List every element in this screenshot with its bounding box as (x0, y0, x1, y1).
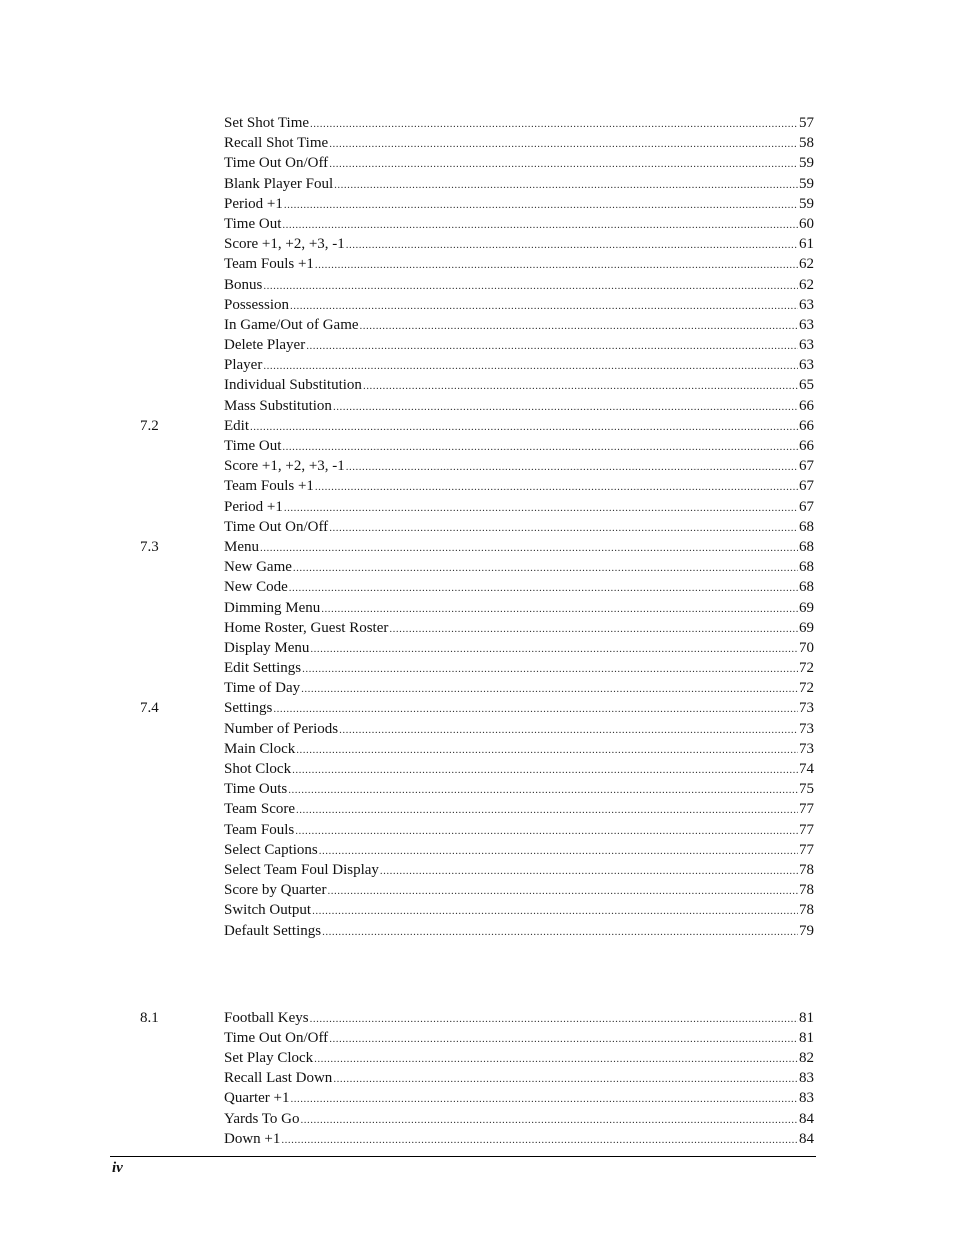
toc-page-number: 74 (799, 761, 814, 777)
toc-section-number: 7.3 (140, 538, 159, 555)
toc-entry-line (224, 779, 814, 800)
toc-entry-title: Menu (224, 538, 259, 555)
toc-page-number: 67 (799, 478, 814, 495)
dot-leader (329, 1028, 798, 1049)
toc-page-number: 83 (799, 1090, 814, 1107)
toc-entry-title: Team Fouls +1 (224, 256, 314, 273)
toc-entry[interactable] (0, 618, 954, 638)
dot-leader (333, 1068, 798, 1089)
toc-page-number: 60 (799, 215, 814, 232)
toc-entry-line (224, 900, 814, 921)
dot-leader (315, 476, 798, 497)
toc-entry-line (224, 1028, 814, 1049)
toc-entry-line (224, 194, 814, 215)
toc-page-number: 65 (799, 377, 814, 394)
toc-entry-title: Main Clock (224, 740, 296, 757)
toc-entry-line (224, 638, 814, 659)
toc-entry-line (224, 658, 814, 679)
toc-page-number: 79 (799, 922, 814, 939)
toc-entry-title: Period +1 (224, 195, 283, 212)
toc-entry-title: Delete Player (224, 337, 306, 354)
toc-page-number: 82 (799, 1050, 814, 1067)
toc-entry[interactable] (0, 880, 954, 900)
dot-leader (301, 1109, 799, 1130)
toc-entry[interactable] (0, 1068, 954, 1088)
toc-entry[interactable] (0, 840, 954, 860)
toc-entry[interactable] (0, 113, 954, 133)
toc-page-number: 78 (799, 902, 814, 919)
toc-entry-line (224, 113, 814, 134)
toc-entry-title: Down +1 (224, 1130, 281, 1147)
dot-leader (263, 275, 798, 296)
toc-entry-title: Mass Substitution (224, 397, 332, 414)
toc-page-number: 72 (799, 680, 814, 697)
toc-entry-line (224, 355, 814, 376)
toc-entry-line (224, 1109, 814, 1130)
toc-entry-title: Player (224, 357, 263, 374)
toc-entry[interactable] (0, 194, 954, 214)
toc-entry[interactable] (0, 456, 954, 476)
toc-entry[interactable] (0, 517, 954, 537)
toc-entry-line (224, 860, 814, 881)
dot-leader (315, 254, 798, 275)
toc-entry-title: New Code (224, 579, 288, 596)
toc-entry-line (224, 557, 814, 578)
toc-page-number: 68 (799, 579, 814, 596)
toc-entry-line (224, 820, 814, 841)
toc-entry-title: Settings (224, 700, 273, 717)
toc-entry-title: Time Out On/Off (224, 155, 329, 172)
dot-leader (281, 1129, 798, 1150)
toc-entry-title: Time Out On/Off (224, 1029, 329, 1046)
toc-entry[interactable] (0, 396, 954, 416)
toc-entry-line (224, 315, 814, 336)
toc-entry-title: Quarter +1 (224, 1090, 290, 1107)
dot-leader (293, 557, 798, 578)
toc-entry-line (224, 153, 814, 174)
toc-page-number: 62 (799, 256, 814, 273)
dot-leader (288, 779, 798, 800)
toc-entry-line (224, 598, 814, 619)
footer-divider (110, 1156, 816, 1157)
dot-leader (389, 618, 798, 639)
toc-entry[interactable] (0, 214, 954, 234)
toc-entry-title: Time of Day (224, 680, 301, 697)
toc-entry-title: Set Shot Time (224, 115, 310, 131)
toc-entry[interactable] (0, 315, 954, 335)
toc-entry-line (224, 254, 814, 275)
toc-page-number: 77 (799, 801, 814, 818)
toc-entry-title: Time Out (224, 215, 282, 232)
toc-page-number: 77 (799, 821, 814, 838)
toc-entry-title: Select Captions (224, 841, 318, 858)
dot-leader (302, 658, 798, 679)
toc-entry[interactable] (0, 860, 954, 880)
dot-leader (260, 537, 798, 558)
toc-entry-line (224, 396, 814, 417)
toc-entry-line (224, 840, 814, 861)
dot-leader (290, 295, 798, 316)
toc-page-number: 67 (799, 458, 814, 475)
toc-entry-line (224, 1048, 814, 1069)
toc-page-number: 68 (799, 559, 814, 576)
dot-leader (282, 214, 798, 235)
toc-entry-line (224, 1008, 814, 1029)
toc-entry-title: In Game/Out of Game (224, 316, 359, 333)
toc-entry-line (224, 537, 814, 558)
dot-leader (363, 375, 798, 396)
toc-page-number: 61 (799, 236, 814, 253)
toc-page-number: 69 (799, 599, 814, 616)
toc-entry-title: Edit (224, 417, 249, 434)
dot-leader (322, 921, 798, 942)
toc-page-number: 72 (799, 660, 814, 677)
dot-leader (333, 396, 798, 417)
toc-entry-line (224, 174, 814, 195)
toc-page-number: 62 (799, 276, 814, 293)
toc-entry-title: Switch Output (224, 902, 312, 919)
dot-leader (360, 315, 798, 336)
toc-section-number: 7.2 (140, 417, 159, 434)
toc-entry-line (224, 275, 814, 296)
toc-entry[interactable] (0, 497, 954, 517)
toc-entry[interactable] (0, 820, 954, 840)
toc-entry-line (224, 214, 814, 235)
toc-entry-title: Team Score (224, 801, 296, 818)
toc-page-number: 75 (799, 781, 814, 798)
dot-leader (282, 436, 798, 457)
dot-leader (380, 860, 798, 881)
toc-page-number: 66 (799, 417, 814, 434)
toc-page-number: 83 (799, 1070, 814, 1087)
toc-entry-line (224, 335, 814, 356)
dot-leader (263, 355, 798, 376)
section-gap (0, 941, 954, 1008)
toc-entry-title: Team Fouls (224, 821, 295, 838)
toc-entry-title: Dimming Menu (224, 599, 321, 616)
toc-entry[interactable] (0, 598, 954, 618)
toc-entry-line (224, 416, 814, 437)
dot-leader (301, 678, 798, 699)
toc-entry[interactable] (0, 153, 954, 173)
dot-leader (284, 194, 798, 215)
toc-entry-line (224, 234, 814, 255)
toc-entry-line (224, 678, 814, 699)
toc-page-number: 63 (799, 357, 814, 374)
toc-entry[interactable] (0, 254, 954, 274)
toc-page-number: 84 (799, 1130, 814, 1147)
toc-section-number: 7.4 (140, 700, 159, 717)
toc-entry[interactable] (0, 133, 954, 153)
toc-page-number: 66 (799, 438, 814, 454)
toc-entry[interactable] (0, 355, 954, 375)
toc-entry-title: Number of Periods (224, 720, 339, 737)
dot-leader (273, 698, 798, 719)
dot-leader (346, 234, 798, 255)
dot-leader (295, 820, 798, 841)
toc-entry-title: Team Fouls +1 (224, 478, 314, 495)
toc-entry[interactable] (0, 557, 954, 577)
toc-entry-line (224, 375, 814, 396)
dot-leader (306, 335, 798, 356)
table-of-contents (0, 113, 954, 1149)
toc-entry[interactable] (0, 1088, 954, 1108)
toc-entry-title: Blank Player Foul (224, 175, 334, 192)
dot-leader (329, 517, 798, 538)
dot-leader (250, 416, 798, 437)
toc-entry[interactable] (0, 174, 954, 194)
toc-entry[interactable] (0, 900, 954, 920)
toc-entry-line (224, 133, 814, 154)
toc-entry[interactable] (0, 234, 954, 254)
toc-entry-title: Recall Last Down (224, 1070, 333, 1087)
toc-entry[interactable] (0, 759, 954, 779)
toc-entry[interactable] (0, 719, 954, 739)
toc-entry[interactable] (0, 779, 954, 799)
toc-entry-line (224, 577, 814, 598)
dot-leader (329, 133, 798, 154)
toc-page-number: 68 (799, 518, 814, 535)
toc-entry[interactable] (0, 1008, 954, 1028)
dot-leader (327, 880, 798, 901)
toc-entry[interactable] (0, 335, 954, 355)
toc-entry-title: Set Play Clock (224, 1050, 314, 1067)
toc-entry-title: Display Menu (224, 639, 310, 656)
toc-entry-title: Period +1 (224, 498, 283, 515)
toc-entry[interactable] (0, 678, 954, 698)
dot-leader (296, 739, 798, 760)
toc-page-number: 59 (799, 175, 814, 192)
toc-entry[interactable] (0, 295, 954, 315)
toc-page-number: 58 (799, 135, 814, 152)
toc-page-number: 59 (799, 195, 814, 212)
toc-entry-title: Time Out (224, 438, 282, 454)
toc-entry-line (224, 456, 814, 477)
toc-page-number: 63 (799, 316, 814, 333)
dot-leader (284, 497, 798, 518)
dot-leader (329, 153, 798, 174)
toc-entry-line (224, 295, 814, 316)
toc-entry[interactable] (0, 537, 954, 557)
dot-leader (291, 1088, 798, 1109)
toc-page-number: 57 (799, 115, 814, 131)
toc-page-number: 84 (799, 1110, 814, 1127)
toc-entry-title: Home Roster, Guest Roster (224, 619, 389, 636)
toc-entry-title: Time Outs (224, 781, 288, 798)
dot-leader (321, 598, 798, 619)
toc-entry-title: Score +1, +2, +3, -1 (224, 236, 345, 253)
toc-page-number: 81 (799, 1029, 814, 1046)
toc-entry-title: Score by Quarter (224, 882, 327, 899)
dot-leader (312, 900, 798, 921)
toc-entry-line (224, 1068, 814, 1089)
toc-page-number: 78 (799, 882, 814, 899)
toc-entry-title: Default Settings (224, 922, 322, 939)
toc-entry[interactable] (0, 436, 954, 456)
dot-leader (289, 577, 798, 598)
toc-entry-line (224, 476, 814, 497)
dot-leader (296, 799, 798, 820)
toc-entry-title: Edit Settings (224, 660, 302, 677)
toc-page-number: 69 (799, 619, 814, 636)
toc-entry-title: Recall Shot Time (224, 135, 329, 152)
toc-entry-title: Yards To Go (224, 1110, 300, 1127)
toc-entry[interactable] (0, 638, 954, 658)
toc-entry-title: Score +1, +2, +3, -1 (224, 458, 345, 475)
toc-entry-title: Select Team Foul Display (224, 861, 379, 878)
toc-entry[interactable] (0, 476, 954, 496)
toc-entry-line (224, 759, 814, 780)
toc-entry[interactable] (0, 1129, 954, 1149)
toc-section-number: 8.1 (140, 1009, 159, 1026)
toc-entry[interactable] (0, 921, 954, 941)
toc-entry-line (224, 618, 814, 639)
toc-page-number: 73 (799, 720, 814, 737)
toc-entry-line (224, 880, 814, 901)
dot-leader (310, 1008, 798, 1029)
toc-page-number: 66 (799, 397, 814, 414)
toc-entry-line (224, 799, 814, 820)
toc-entry-line (224, 436, 814, 457)
toc-entry[interactable] (0, 739, 954, 759)
toc-entry-title: Time Out On/Off (224, 518, 329, 535)
toc-entry[interactable] (0, 658, 954, 678)
toc-page-number: 77 (799, 841, 814, 858)
dot-leader (346, 456, 798, 477)
toc-entry[interactable] (0, 375, 954, 395)
toc-entry-line (224, 1088, 814, 1109)
dot-leader (334, 174, 798, 195)
toc-entry[interactable] (0, 1028, 954, 1048)
dot-leader (310, 113, 798, 134)
toc-page-number: 63 (799, 296, 814, 313)
toc-page-number: 59 (799, 155, 814, 172)
footer-page-number: iv (112, 1160, 123, 1176)
toc-entry-line (224, 698, 814, 719)
toc-entry-title: Football Keys (224, 1009, 309, 1026)
toc-entry-line (224, 1129, 814, 1150)
toc-entry[interactable] (0, 275, 954, 295)
toc-entry-line (224, 719, 814, 740)
toc-entry-line (224, 739, 814, 760)
toc-page-number: 78 (799, 861, 814, 878)
toc-page-number: 68 (799, 538, 814, 555)
toc-entry-line (224, 921, 814, 942)
toc-entry-title: Shot Clock (224, 761, 292, 777)
toc-entry[interactable] (0, 1048, 954, 1068)
toc-page-number: 81 (799, 1009, 814, 1026)
toc-entry[interactable] (0, 577, 954, 597)
dot-leader (314, 1048, 798, 1069)
toc-entry-line (224, 517, 814, 538)
toc-page-number: 73 (799, 700, 814, 717)
toc-page-number: 63 (799, 337, 814, 354)
toc-entry[interactable] (0, 698, 954, 718)
dot-leader (292, 759, 798, 780)
toc-entry-title: Bonus (224, 276, 263, 293)
dot-leader (319, 840, 798, 861)
toc-entry-line (224, 497, 814, 518)
toc-entry[interactable] (0, 799, 954, 819)
dot-leader (310, 638, 798, 659)
toc-page-number: 70 (799, 639, 814, 656)
toc-entry-title: Individual Substitution (224, 377, 362, 394)
toc-page-number: 73 (799, 740, 814, 757)
toc-page-number: 67 (799, 498, 814, 515)
toc-entry-title: Possession (224, 296, 290, 313)
dot-leader (339, 719, 798, 740)
toc-entry[interactable] (0, 416, 954, 436)
toc-entry-title: New Game (224, 559, 292, 576)
toc-entry[interactable] (0, 1109, 954, 1129)
